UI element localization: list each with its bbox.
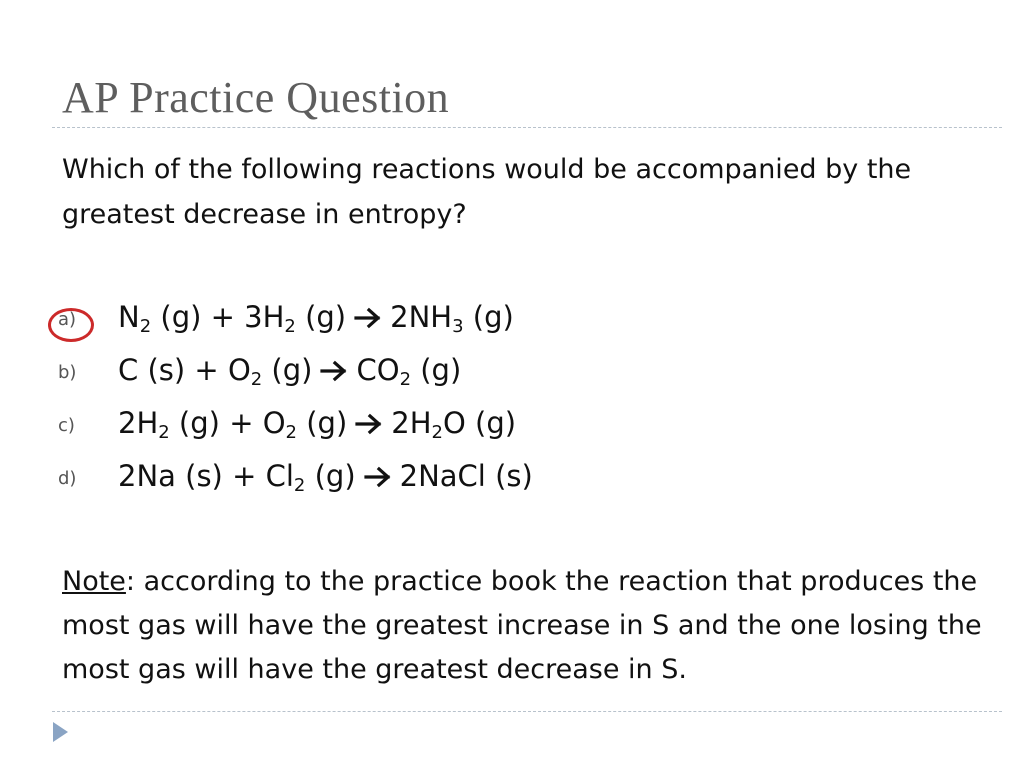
- note-label: Note: [62, 566, 126, 597]
- note-text: : according to the practice book the reaction that produces the most gas will have the greatest increase in S and the one losing the most gas will have the greatest decrease in S.: [62, 566, 982, 685]
- question-text: Which of the following reactions would be accompanied by the greatest decrease in entropy?: [62, 154, 912, 230]
- play-triangle-icon: [50, 720, 70, 744]
- option-equation: C $(s) + O_2$ (g) $CO_2$ (g): [118, 353, 462, 390]
- title-divider: [52, 127, 1002, 128]
- option-equation: 2Na $(s) + Cl_2$ (g) 2NaCl (s): [118, 459, 533, 496]
- option-letter: a): [58, 309, 77, 330]
- slide-title: AP Practice Question: [62, 73, 450, 122]
- right-arrow-icon: [355, 413, 383, 435]
- option-letter: b): [58, 362, 77, 383]
- option-equation: $N_2$ $(g) + 3H_2$ (g) $2NH_3$ (g): [118, 300, 514, 337]
- answer-highlight-circle: [48, 308, 94, 342]
- right-arrow-icon: [364, 466, 392, 488]
- option-letter: d): [58, 468, 77, 489]
- right-arrow-icon: [320, 360, 348, 382]
- note-paragraph: [62, 560, 982, 692]
- option-letter: c): [58, 415, 75, 436]
- option-equation: $2H_2$ $(g) + O_2$ (g) $2H_2O$ (g): [118, 406, 517, 443]
- right-arrow-icon: [354, 307, 382, 329]
- footer-divider: [52, 711, 1002, 712]
